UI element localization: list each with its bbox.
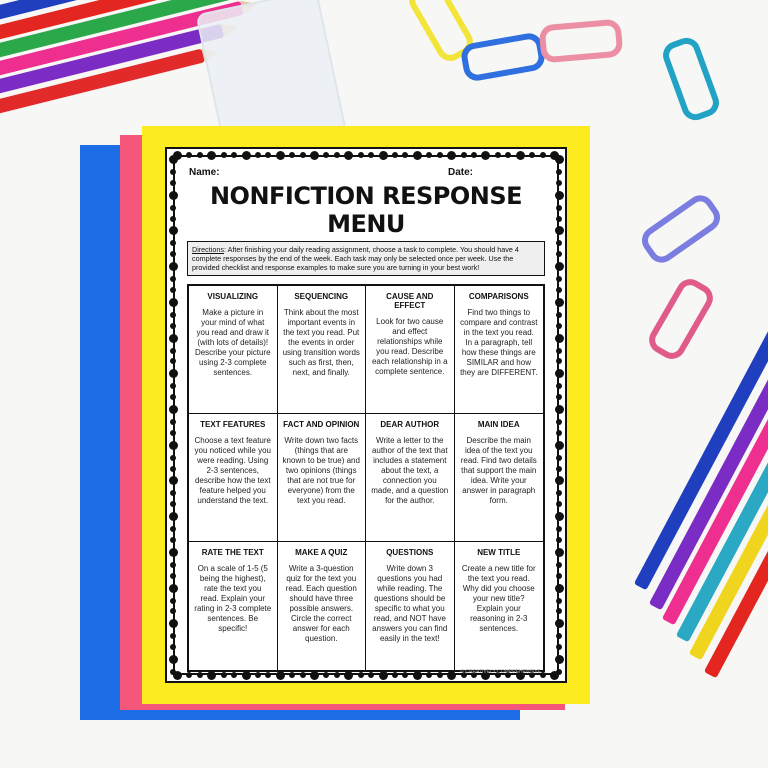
- task-cell: [366, 286, 455, 414]
- border-dot: [170, 348, 176, 354]
- task-cell: [455, 542, 544, 670]
- border-dot: [242, 151, 251, 160]
- border-dot: [169, 548, 178, 557]
- border-dot: [169, 298, 178, 307]
- border-dot: [555, 191, 564, 200]
- border-dot: [413, 151, 422, 160]
- border-dot: [556, 180, 562, 186]
- border-dot: [169, 334, 178, 343]
- border-dot: [505, 152, 511, 158]
- task-title: SEQUENCING: [294, 292, 349, 301]
- border-dot: [392, 152, 398, 158]
- border-dot: [556, 251, 562, 257]
- clip-pink-top: [539, 18, 624, 63]
- border-dot: [289, 672, 295, 678]
- border-dot: [555, 226, 564, 235]
- border-dot: [555, 619, 564, 628]
- task-title: FACT AND OPINION: [283, 420, 360, 429]
- clip-teal: [659, 34, 723, 124]
- border-dot: [556, 455, 562, 461]
- border-dot: [555, 476, 564, 485]
- border-dot: [555, 655, 564, 664]
- border-dot: [556, 216, 562, 222]
- border-dot: [556, 240, 562, 246]
- directions-text: : After finishing your daily reading assignment, choose a task to complete. You should have 4 complete responses by the end of the week. Each task may only be selected once per week. Use the provided checklist and response examples to make sure you are turning in your best work!: [192, 245, 519, 272]
- border-dot: [197, 152, 203, 158]
- border-dot: [170, 562, 176, 568]
- task-title: RATE THE TEXT: [201, 548, 264, 557]
- border-dot: [555, 298, 564, 307]
- border-dot: [556, 573, 562, 579]
- border-dot: [169, 155, 178, 164]
- task-description: Create a new title for the text you read. Why did you choose your new title? Explain your reasoning in 2-3 sentences.: [461, 564, 536, 633]
- border-dot: [169, 441, 178, 450]
- border-dot: [555, 369, 564, 378]
- border-dot: [334, 672, 340, 678]
- border-dot: [556, 526, 562, 532]
- task-description: On a scale of 1-5 (5 being the highest), rate the text you read. Explain your rating in 2-3 complete sentences. Be specific!: [194, 564, 272, 633]
- border-dot: [556, 287, 562, 293]
- page-title: NONFICTION RESPONSE MENU: [209, 182, 523, 238]
- task-cell: [455, 286, 544, 414]
- border-dot: [556, 358, 562, 364]
- border-dot: [556, 419, 562, 425]
- task-title: MAKE A QUIZ: [295, 548, 348, 557]
- border-dot: [170, 323, 176, 329]
- border-dot: [323, 152, 329, 158]
- task-menu-grid: [187, 284, 545, 672]
- border-dot: [170, 573, 176, 579]
- border-dot: [344, 151, 353, 160]
- worksheet-content: [185, 167, 547, 675]
- task-description: Write down two facts (things that are known to be true) and two opinions (things that are not true for everyone) from the text you read.: [282, 436, 360, 505]
- border-dot: [358, 672, 364, 678]
- border-dot: [392, 672, 398, 678]
- border-dot: [437, 152, 443, 158]
- border-dot: [170, 608, 176, 614]
- border-dot: [555, 405, 564, 414]
- border-dot: [170, 169, 176, 175]
- border-dot: [556, 537, 562, 543]
- border-dot: [556, 562, 562, 568]
- border-dot: [471, 152, 477, 158]
- border-dot: [529, 152, 535, 158]
- border-dot: [186, 152, 192, 158]
- task-cell: [278, 414, 367, 542]
- border-dot: [495, 152, 501, 158]
- dot-border-right: [554, 155, 564, 675]
- border-dot: [555, 441, 564, 450]
- border-dot: [368, 152, 374, 158]
- border-dot: [556, 669, 562, 675]
- border-dot: [169, 619, 178, 628]
- border-dot: [323, 672, 329, 678]
- task-title: QUESTIONS: [386, 548, 434, 557]
- task-title: MAIN IDEA: [477, 420, 520, 429]
- border-dot: [379, 151, 388, 160]
- border-dot: [170, 644, 176, 650]
- copyright: © CREATIVELY COMPREHENSIVE: [460, 669, 541, 675]
- task-description: Choose a text feature you noticed while you were reading. Using 2-3 sentences, describe how the text feature helped you understand the text.: [194, 436, 271, 505]
- border-dot: [556, 205, 562, 211]
- border-dot: [426, 152, 432, 158]
- border-dot: [169, 584, 178, 593]
- border-dot: [437, 672, 443, 678]
- border-dot: [170, 669, 176, 675]
- border-dot: [170, 490, 176, 496]
- task-description: Find two things to compare and contrast in the text you read. In a paragraph, tell how these things are SIMILAR and how they are DIFFERENT.: [460, 308, 538, 377]
- directions-box: [187, 241, 545, 276]
- task-cell: [278, 286, 367, 414]
- task-description: Write a 3-question quiz for the text you read. Each question should have three possible answers. Circle the correct answer for each question.: [285, 564, 357, 643]
- border-dot: [170, 633, 176, 639]
- border-dot: [231, 152, 237, 158]
- border-dot: [556, 348, 562, 354]
- border-dot: [170, 276, 176, 282]
- border-dot: [310, 151, 319, 160]
- border-dot: [170, 501, 176, 507]
- border-dot: [255, 152, 261, 158]
- border-dot: [169, 512, 178, 521]
- task-description: Write a letter to the author of the text that includes a statement about the text, a connection you made, and a question for the author.: [371, 436, 449, 505]
- border-dot: [170, 383, 176, 389]
- task-cell: [278, 542, 367, 670]
- border-dot: [556, 394, 562, 400]
- border-dot: [170, 466, 176, 472]
- task-description: Think about the most important events in the text you read. Put the events in order using transition words such as first, then, next, and finally.: [282, 308, 360, 377]
- border-dot: [556, 169, 562, 175]
- border-dot: [289, 152, 295, 158]
- border-dot: [169, 262, 178, 271]
- border-dot: [555, 584, 564, 593]
- border-dot: [170, 394, 176, 400]
- border-dot: [555, 334, 564, 343]
- border-dot: [516, 151, 525, 160]
- border-dot: [368, 672, 374, 678]
- border-dot: [186, 672, 192, 678]
- border-dot: [556, 430, 562, 436]
- task-title: VISUALIZING: [207, 292, 259, 301]
- task-cell: [455, 414, 544, 542]
- border-dot: [231, 672, 237, 678]
- border-dot: [556, 501, 562, 507]
- border-dot: [170, 537, 176, 543]
- task-title: DEAR AUTHOR: [380, 420, 440, 429]
- task-title: COMPARISONS: [468, 292, 529, 301]
- dot-border-left: [168, 155, 178, 675]
- border-dot: [207, 151, 216, 160]
- border-dot: [556, 323, 562, 329]
- task-title: CAUSE AND EFFECT: [386, 292, 434, 310]
- border-dot: [170, 205, 176, 211]
- border-dot: [402, 152, 408, 158]
- border-dot: [169, 191, 178, 200]
- border-dot: [358, 152, 364, 158]
- border-dot: [556, 383, 562, 389]
- border-dot: [265, 672, 271, 678]
- border-dot: [334, 152, 340, 158]
- date-label: Date:: [447, 167, 473, 178]
- task-description: Make a picture in your mind of what you read and draw it (with lots of details)! Describe your picture using 2-3 complete sentences.: [194, 308, 271, 377]
- border-dot: [556, 490, 562, 496]
- name-label: Name:: [189, 167, 220, 178]
- border-dot: [170, 598, 176, 604]
- border-dot: [402, 672, 408, 678]
- task-cell: [189, 414, 278, 542]
- border-dot: [170, 430, 176, 436]
- border-dot: [265, 152, 271, 158]
- border-dot: [556, 466, 562, 472]
- task-description: Look for two cause and effect relationships while you read. Describe each relationship in a complete sentence.: [371, 317, 448, 376]
- task-cell: [189, 542, 278, 670]
- task-title: TEXT FEATURES: [200, 420, 266, 429]
- border-dot: [426, 672, 432, 678]
- border-dot: [170, 312, 176, 318]
- border-dot: [170, 240, 176, 246]
- border-dot: [556, 633, 562, 639]
- border-dot: [540, 152, 546, 158]
- border-dot: [170, 455, 176, 461]
- border-dot: [555, 548, 564, 557]
- border-dot: [169, 369, 178, 378]
- directions-label: Directions: [192, 245, 224, 254]
- border-dot: [169, 655, 178, 664]
- task-cell: [366, 414, 455, 542]
- task-cell: [366, 542, 455, 670]
- task-description: Describe the main idea of the text you read. Find two details that support the main idea. Write your answer in paragraph form.: [460, 436, 537, 505]
- border-dot: [170, 287, 176, 293]
- border-dot: [197, 672, 203, 678]
- border-dot: [169, 476, 178, 485]
- border-dot: [556, 598, 562, 604]
- worksheet: [165, 147, 567, 683]
- border-dot: [221, 672, 227, 678]
- border-dot: [555, 512, 564, 521]
- border-dot: [170, 358, 176, 364]
- border-dot: [556, 608, 562, 614]
- border-dot: [170, 216, 176, 222]
- border-dot: [170, 419, 176, 425]
- border-dot: [556, 312, 562, 318]
- border-dot: [556, 276, 562, 282]
- border-dot: [255, 672, 261, 678]
- border-dot: [276, 151, 285, 160]
- border-dot: [169, 405, 178, 414]
- border-dot: [170, 180, 176, 186]
- clip-purple: [637, 190, 726, 268]
- border-dot: [221, 152, 227, 158]
- border-dot: [555, 262, 564, 271]
- dot-border-top: [173, 150, 559, 160]
- border-dot: [481, 151, 490, 160]
- task-cell: [189, 286, 278, 414]
- border-dot: [555, 155, 564, 164]
- border-dot: [461, 152, 467, 158]
- border-dot: [300, 152, 306, 158]
- border-dot: [556, 644, 562, 650]
- task-title: NEW TITLE: [477, 548, 521, 557]
- border-dot: [170, 251, 176, 257]
- border-dot: [300, 672, 306, 678]
- border-dot: [169, 226, 178, 235]
- clip-pink-right: [644, 274, 718, 364]
- name-date-row: [185, 167, 547, 178]
- task-description: Write down 3 questions you had while reading. The questions should be specific to what you read, and NOT have answers you can find easily in the text!: [372, 564, 448, 643]
- border-dot: [170, 526, 176, 532]
- border-dot: [447, 151, 456, 160]
